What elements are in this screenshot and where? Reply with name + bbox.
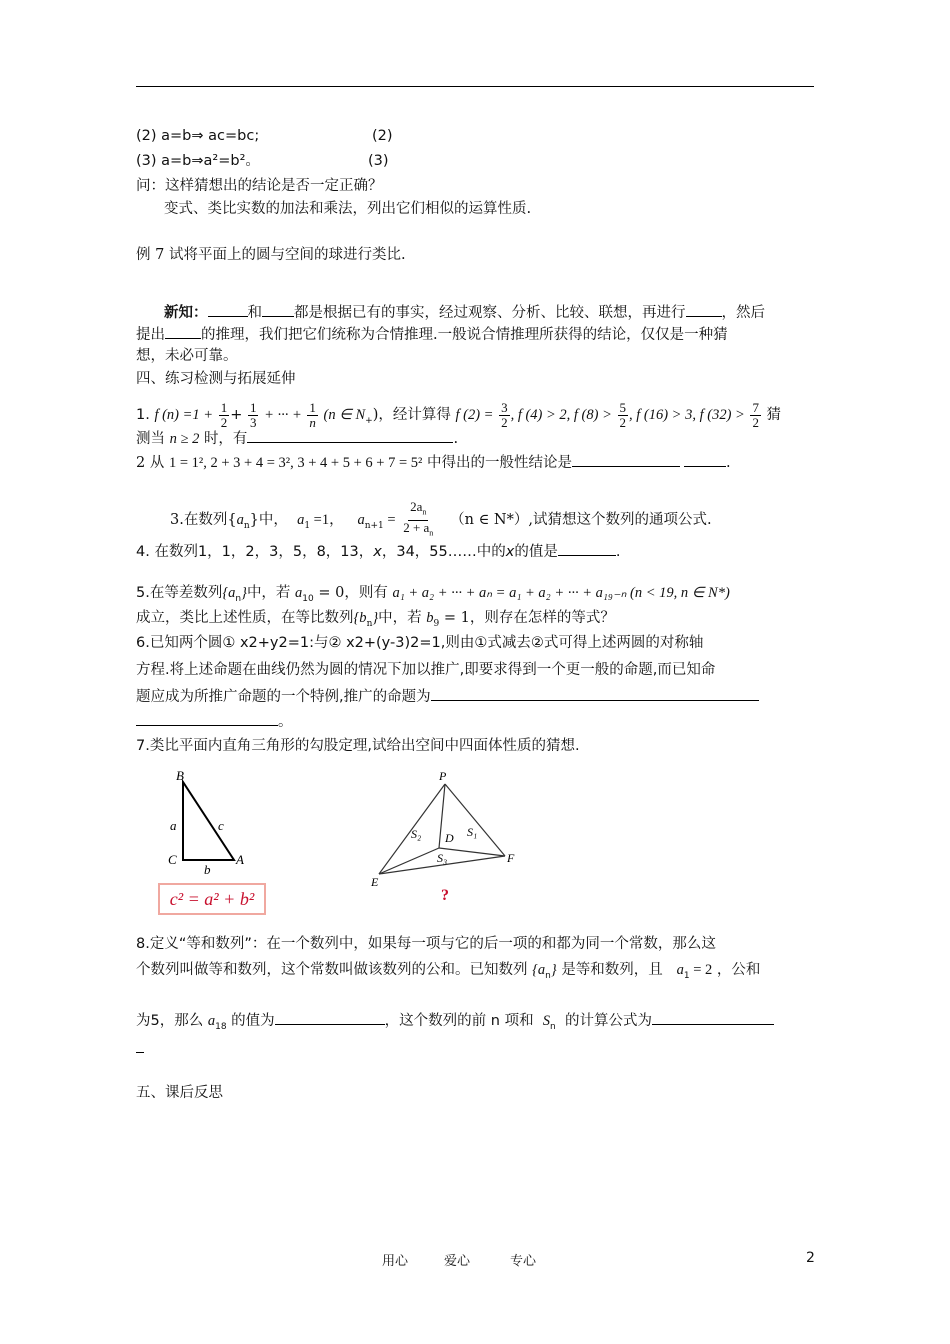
label-E: E — [371, 875, 379, 889]
question-6-line-1: 6.已知两个圆① x2+y2=1:与② x2+(y-3)2=1,则由①式减去②式可得上述两圆的对称轴 — [136, 635, 704, 651]
frac-1-3: $\frac{1}{3}$ — [249, 399, 257, 430]
intro-line-3-text: (3) a=b⇒a²=b²。 — [136, 153, 260, 169]
q8-sn: S — [542, 1013, 551, 1029]
label-D: D — [445, 831, 454, 845]
blank[interactable] — [262, 302, 294, 317]
q8-line3a: 为5，那么 — [136, 1013, 204, 1029]
new-knowledge-line-3: 想，未必可靠。 — [136, 348, 238, 364]
q1-l2c: 时，有 — [203, 431, 248, 447]
q5-line2: 成立，类比上述性质，在等比数列 — [136, 610, 354, 626]
question-4 — [136, 541, 620, 562]
q4-x2: x — [505, 544, 515, 560]
question-6-line-2: 方程.将上述命题在曲线仍然为圆的情况下加以推广,即要求得到一个更一般的命题,而已知命 — [136, 662, 716, 678]
question-8-line-1: 8.定义“等和数列”：在一个数列中，如果每一项与它的后一项的和都为同一个常数，那么这 — [136, 936, 716, 952]
page-number: 2 — [806, 1250, 815, 1266]
frac-1-2: $\frac{1}{2}$ — [220, 399, 228, 430]
answer-blank[interactable] — [652, 1010, 774, 1025]
intro-line-3-num: (3) — [368, 153, 389, 169]
q8-line2a: 个数列叫做等和数列，这个常数叫做该数列的公和。已知数列 — [136, 962, 528, 978]
q3-frac: $\frac{2a_n}{2 + a_n}$ — [403, 499, 434, 538]
example-7: 例 7 试将平面上的圆与空间的球进行类比. — [136, 247, 406, 263]
q3-den: 2 + a — [403, 519, 430, 535]
answer-blank[interactable] — [275, 1010, 385, 1025]
q4-x: x — [373, 544, 382, 560]
frac-7-2: $\frac{7}{2}$ — [752, 399, 759, 430]
q1-f2: f (2) = — [455, 407, 494, 423]
footer-text-2: 爱心 — [444, 1254, 471, 1269]
answer-blank[interactable] — [572, 452, 680, 467]
q5-cond: = 0，则有 — [313, 585, 388, 601]
label-C: C — [168, 852, 177, 867]
q8-line2b: 是等和数列，且 — [561, 962, 663, 978]
blank[interactable] — [208, 302, 248, 317]
question-6-line-3 — [136, 686, 759, 707]
q5-seq: {a — [222, 585, 236, 601]
question-3: 3.在数列$\{a_n\}$中， $a_1 =1$， $a_{n+1}$ = $\frac{2a_n}{2 + a_n}$ （n ∈ N*）,试猜想这个数列的通项公式. — [170, 500, 712, 534]
blank[interactable] — [165, 324, 201, 339]
q3-cond: （n ∈ N*） — [450, 512, 529, 529]
q4-tail: ，34，55……中的 — [381, 544, 506, 560]
label-B: B — [176, 768, 184, 783]
intro-line-2-text: (2) a=b⇒ ac=bc; — [136, 128, 260, 144]
frac-1-n: $\frac{1}{n}$ — [309, 399, 316, 430]
q4-text: 4. 在数列1，1，2，3，5，8，13， — [136, 544, 374, 560]
q1-l2d: . — [453, 431, 459, 447]
label-A: A — [236, 852, 244, 867]
intro-variant: 变式、类比实数的加法和乘法，列出它们相似的运算性质. — [164, 201, 532, 217]
new-knowledge-label: 新知： — [164, 304, 208, 321]
q5-line2c: = 1，则存在怎样的等式？ — [439, 610, 615, 626]
q8-line2c: ，公和 — [716, 962, 761, 978]
q8-a1v: = 2 — [689, 962, 713, 978]
q8-line3b: 的值为 — [231, 1013, 275, 1029]
q1-cond: (n ∈ N — [323, 407, 366, 423]
answer-blank[interactable] — [136, 711, 278, 726]
q5-b9: b — [426, 610, 434, 626]
q5-eq: a₁ + a₂ + ··· + aₙ = a₁ + a₂ + ··· + a₁₉₋ₙ (n < 19, n ∈ N*) — [392, 585, 730, 601]
label-P: P — [439, 770, 447, 783]
q3-an1: a — [357, 512, 365, 529]
question-2 — [136, 452, 731, 473]
label-b: b — [204, 862, 211, 877]
q3-num: 2a — [410, 499, 423, 514]
question-8-line-4 — [136, 1038, 144, 1059]
question-8-line-3: 为5，那么 $a_{18}$ 的值为 ，这个数列的前 n 项和 $S_n$ 的计算公式为 — [136, 1010, 774, 1037]
question-5-line-2: 成立，类比上述性质，在等比数列$\{b_n\}$中，若 $b_9 = 1$，则存在怎样的等式？ — [136, 610, 615, 629]
q1-expr-b: + ··· + — [264, 407, 302, 423]
q2-expr: 1 = 1², 2 + 3 + 4 = 3², 3 + 4 + 5 + 6 + 7 = 5² — [168, 455, 423, 471]
q8-line3c: ，这个数列的前 n 项和 — [384, 1013, 534, 1029]
question-6-line-4 — [136, 711, 293, 732]
q3-a1v: =1， — [310, 512, 344, 529]
q8-a1: a — [676, 962, 684, 978]
q3-a: a — [236, 512, 244, 529]
q5-text: 5.在等差数列 — [136, 585, 223, 601]
label-S2: S₂ — [411, 827, 422, 841]
question-7: 7.类比平面内直角三角形的勾股定理,试给出空间中四面体性质的猜想. — [136, 738, 580, 754]
q1-mid2: , f (16) > 3, f (32) > — [629, 407, 745, 423]
nk-t2: 都是根据已有的事实，经过观察、分析、比较、联想，再进行 — [294, 305, 686, 321]
intro-line-3 — [136, 151, 389, 171]
tetrahedron-figure — [365, 770, 535, 900]
q8-a18: a — [207, 1013, 216, 1029]
q3-a1: a — [297, 512, 305, 529]
new-knowledge-line-2 — [136, 324, 728, 345]
q2-text: 2 从 — [136, 455, 165, 471]
q4-tail2: 的值是 — [514, 544, 558, 560]
intro-line-2 — [136, 126, 393, 146]
q8-line3d: 的计算公式为 — [564, 1013, 652, 1029]
q5-a10: a — [295, 585, 303, 601]
footer-text-1: 用心 — [382, 1254, 409, 1269]
nk-t5: 的推理，我们把它们统称为合情推理.一般说合情推理所获得的结论，仅仅是一种猜 — [201, 327, 728, 343]
q6-line3: 题应成为所推广命题的一个特例,推广的命题为 — [136, 689, 431, 705]
answer-blank[interactable] — [684, 452, 726, 467]
intro-question: 问：这样猜想出的结论是否一定正确？ — [136, 178, 383, 194]
intro-line-2-num: (2) — [372, 128, 393, 144]
label-S1: S₁ — [467, 825, 478, 839]
right-triangle-figure — [150, 768, 290, 884]
answer-blank[interactable] — [558, 541, 616, 556]
answer-blank[interactable] — [136, 1038, 144, 1053]
q2-end: . — [725, 455, 731, 471]
q1-expr: f (n) =1 + — [154, 407, 214, 423]
question-5: 5.在等差数列$\{a_n\}$中，若 $a_{10} = 0$，则有 a₁ + a₂ + ··· + aₙ = a₁ + a₂ + ··· + a₁₉₋ₙ (n < 19, n ∈ N*) — [136, 585, 730, 604]
triangle-shape — [183, 782, 234, 860]
q1-num: 1. — [136, 407, 150, 423]
label-a: a — [170, 818, 177, 833]
q8-seq: {a — [532, 962, 546, 978]
q5-line2b: 中，若 — [378, 610, 422, 626]
question-mark: ? — [441, 887, 449, 900]
blank[interactable] — [686, 302, 722, 317]
question-1: 1. f (n) =1 + $\frac{1}{2}$ + $\frac{1}{3}$ + ··· + $\frac{1}{n}$ (n ∈ $N_+$)，经计算得 f (2) = $\frac{3}{2}$ , f (4) > 2, f (8) > $\frac{5}{2}$ , f (16) > 3, f (32) > $\frac{7}{2}$ 猜 — [136, 399, 782, 430]
nk-t1: 和 — [247, 305, 262, 321]
pythagorean-formula: c² = a² + b² — [158, 883, 266, 915]
question-1-line-2 — [136, 428, 458, 449]
header-rule — [136, 86, 814, 87]
q3-t2: }中， — [249, 512, 288, 529]
q3-text: 3.在数列{ — [170, 512, 237, 529]
label-S3: S₃ — [437, 851, 448, 865]
nk-t3: ，然后 — [721, 305, 765, 321]
new-knowledge-line-1 — [164, 302, 765, 323]
label-c: c — [218, 818, 224, 833]
label-F: F — [507, 851, 515, 865]
q6-line4end: 。 — [278, 714, 293, 730]
frac-5-2: $\frac{5}{2}$ — [619, 399, 626, 430]
q4-end: . — [615, 544, 621, 560]
q1-l2b: n ≥ 2 — [169, 431, 200, 447]
q5-b: {b — [353, 610, 367, 626]
q1-mid: , f (4) > 2, f (8) > — [510, 407, 612, 423]
q3-tail: ,试猜想这个数列的通项公式. — [528, 512, 712, 529]
q1-cond2: )，经计算得 — [372, 407, 451, 423]
section-4-heading: 四、练习检测与拓展延伸 — [136, 371, 296, 387]
answer-blank[interactable] — [247, 428, 453, 443]
q1-tail: 猜 — [766, 407, 782, 423]
q3-eq: = — [383, 512, 396, 529]
frac-3-2: $\frac{3}{2}$ — [501, 399, 508, 430]
q2-tail: 中得出的一般性结论是 — [426, 455, 572, 471]
q1-l2a: 测当 — [136, 431, 165, 447]
nk-t4: 提出 — [136, 327, 165, 343]
question-8-line-2: 个数列叫做等和数列，这个常数叫做该数列的公和。已知数列 $\{a_n\}$ 是等和数列，且 $a_1 = 2$ ，公和 — [136, 962, 761, 981]
answer-blank[interactable] — [431, 686, 759, 701]
footer-text-3: 专心 — [510, 1254, 537, 1269]
q5-t2: 中，若 — [246, 585, 291, 601]
section-5-heading: 五、课后反思 — [136, 1085, 223, 1101]
